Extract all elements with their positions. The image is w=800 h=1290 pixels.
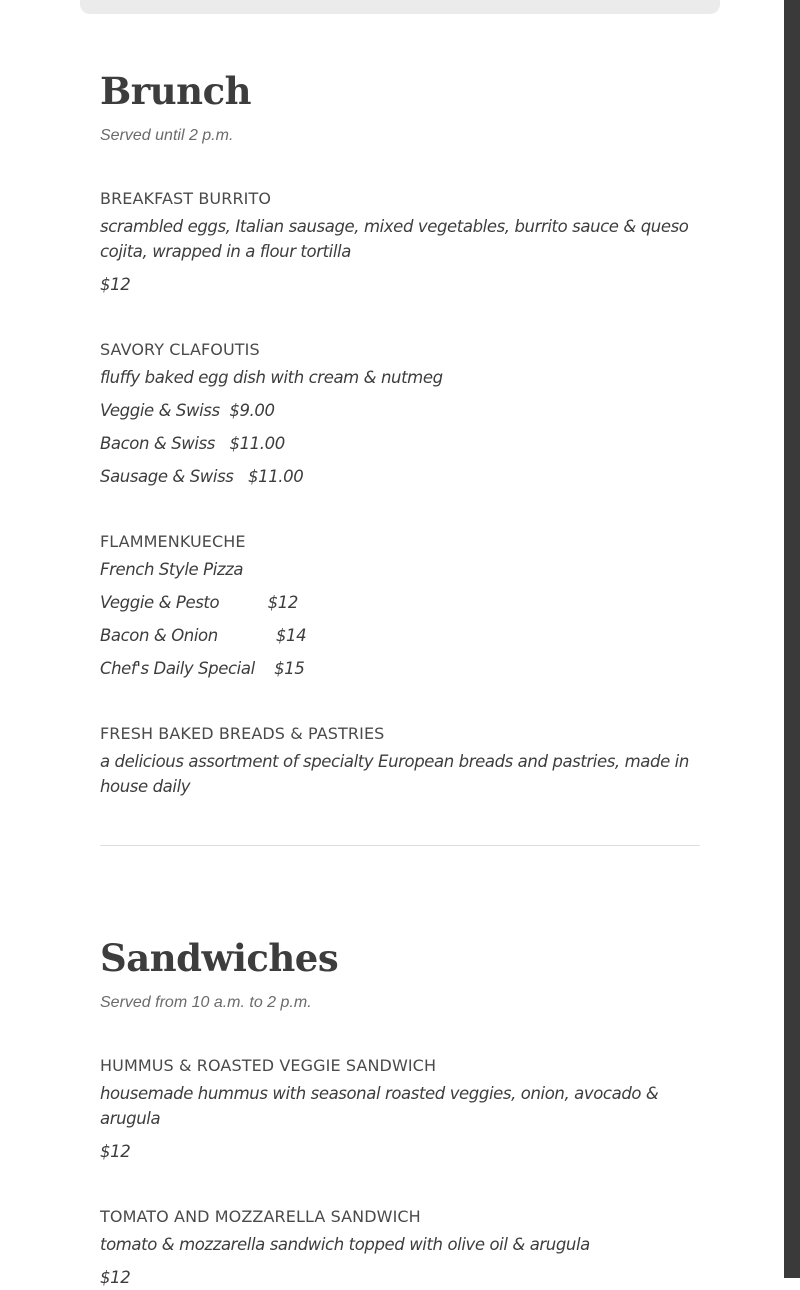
item-description: a delicious assortment of specialty European breads and pastries, made in house daily xyxy=(100,752,689,796)
top-panel xyxy=(80,0,720,14)
item-price: $12 xyxy=(100,275,131,294)
item-name: BREAKFAST BURRITO xyxy=(100,189,272,208)
item-price: $12 xyxy=(100,1142,131,1161)
item-price: Bacon & Onion $14 xyxy=(100,626,307,645)
item-price: Veggie & Pesto $12 xyxy=(100,593,298,612)
section-title: Sandwiches xyxy=(100,936,339,980)
section-brunch xyxy=(100,68,700,799)
menu-item xyxy=(100,531,700,681)
menu-item xyxy=(100,339,700,489)
scrollbar[interactable] xyxy=(784,0,800,1278)
item-price: $12 xyxy=(100,1268,131,1287)
section-subtitle: Served from 10 a.m. to 2 p.m. xyxy=(100,994,312,1011)
section-divider xyxy=(100,845,700,846)
item-name: FLAMMENKUECHE xyxy=(100,532,246,551)
item-description: tomato & mozzarella sandwich topped with olive oil & arugula xyxy=(100,1235,590,1254)
section-title: Brunch xyxy=(100,69,251,113)
item-description: housemade hummus with seasonal roasted veggies, onion, avocado & arugula xyxy=(100,1084,659,1128)
item-description: French Style Pizza xyxy=(100,560,244,579)
item-price: Bacon & Swiss $11.00 xyxy=(100,434,285,453)
menu-item xyxy=(100,188,700,297)
menu-item xyxy=(100,1055,700,1164)
section-subtitle: Served until 2 p.m. xyxy=(100,127,234,144)
menu-item xyxy=(100,1206,700,1290)
item-description: fluffy baked egg dish with cream & nutmeg xyxy=(100,368,443,387)
item-description: scrambled eggs, Italian sausage, mixed vegetables, burrito sauce & queso cojita, wrapped in a flour tortilla xyxy=(100,217,689,261)
item-name: SAVORY CLAFOUTIS xyxy=(100,340,260,359)
section-sandwiches xyxy=(100,935,700,1290)
item-name: TOMATO AND MOZZARELLA SANDWICH xyxy=(100,1207,421,1226)
item-name: HUMMUS & ROASTED VEGGIE SANDWICH xyxy=(100,1056,437,1075)
menu-item xyxy=(100,723,700,799)
item-price: Veggie & Swiss $9.00 xyxy=(100,401,275,420)
item-price: Sausage & Swiss $11.00 xyxy=(100,467,304,486)
item-price: Chef's Daily Special $15 xyxy=(100,659,305,678)
item-name: FRESH BAKED BREADS & PASTRIES xyxy=(100,724,385,743)
